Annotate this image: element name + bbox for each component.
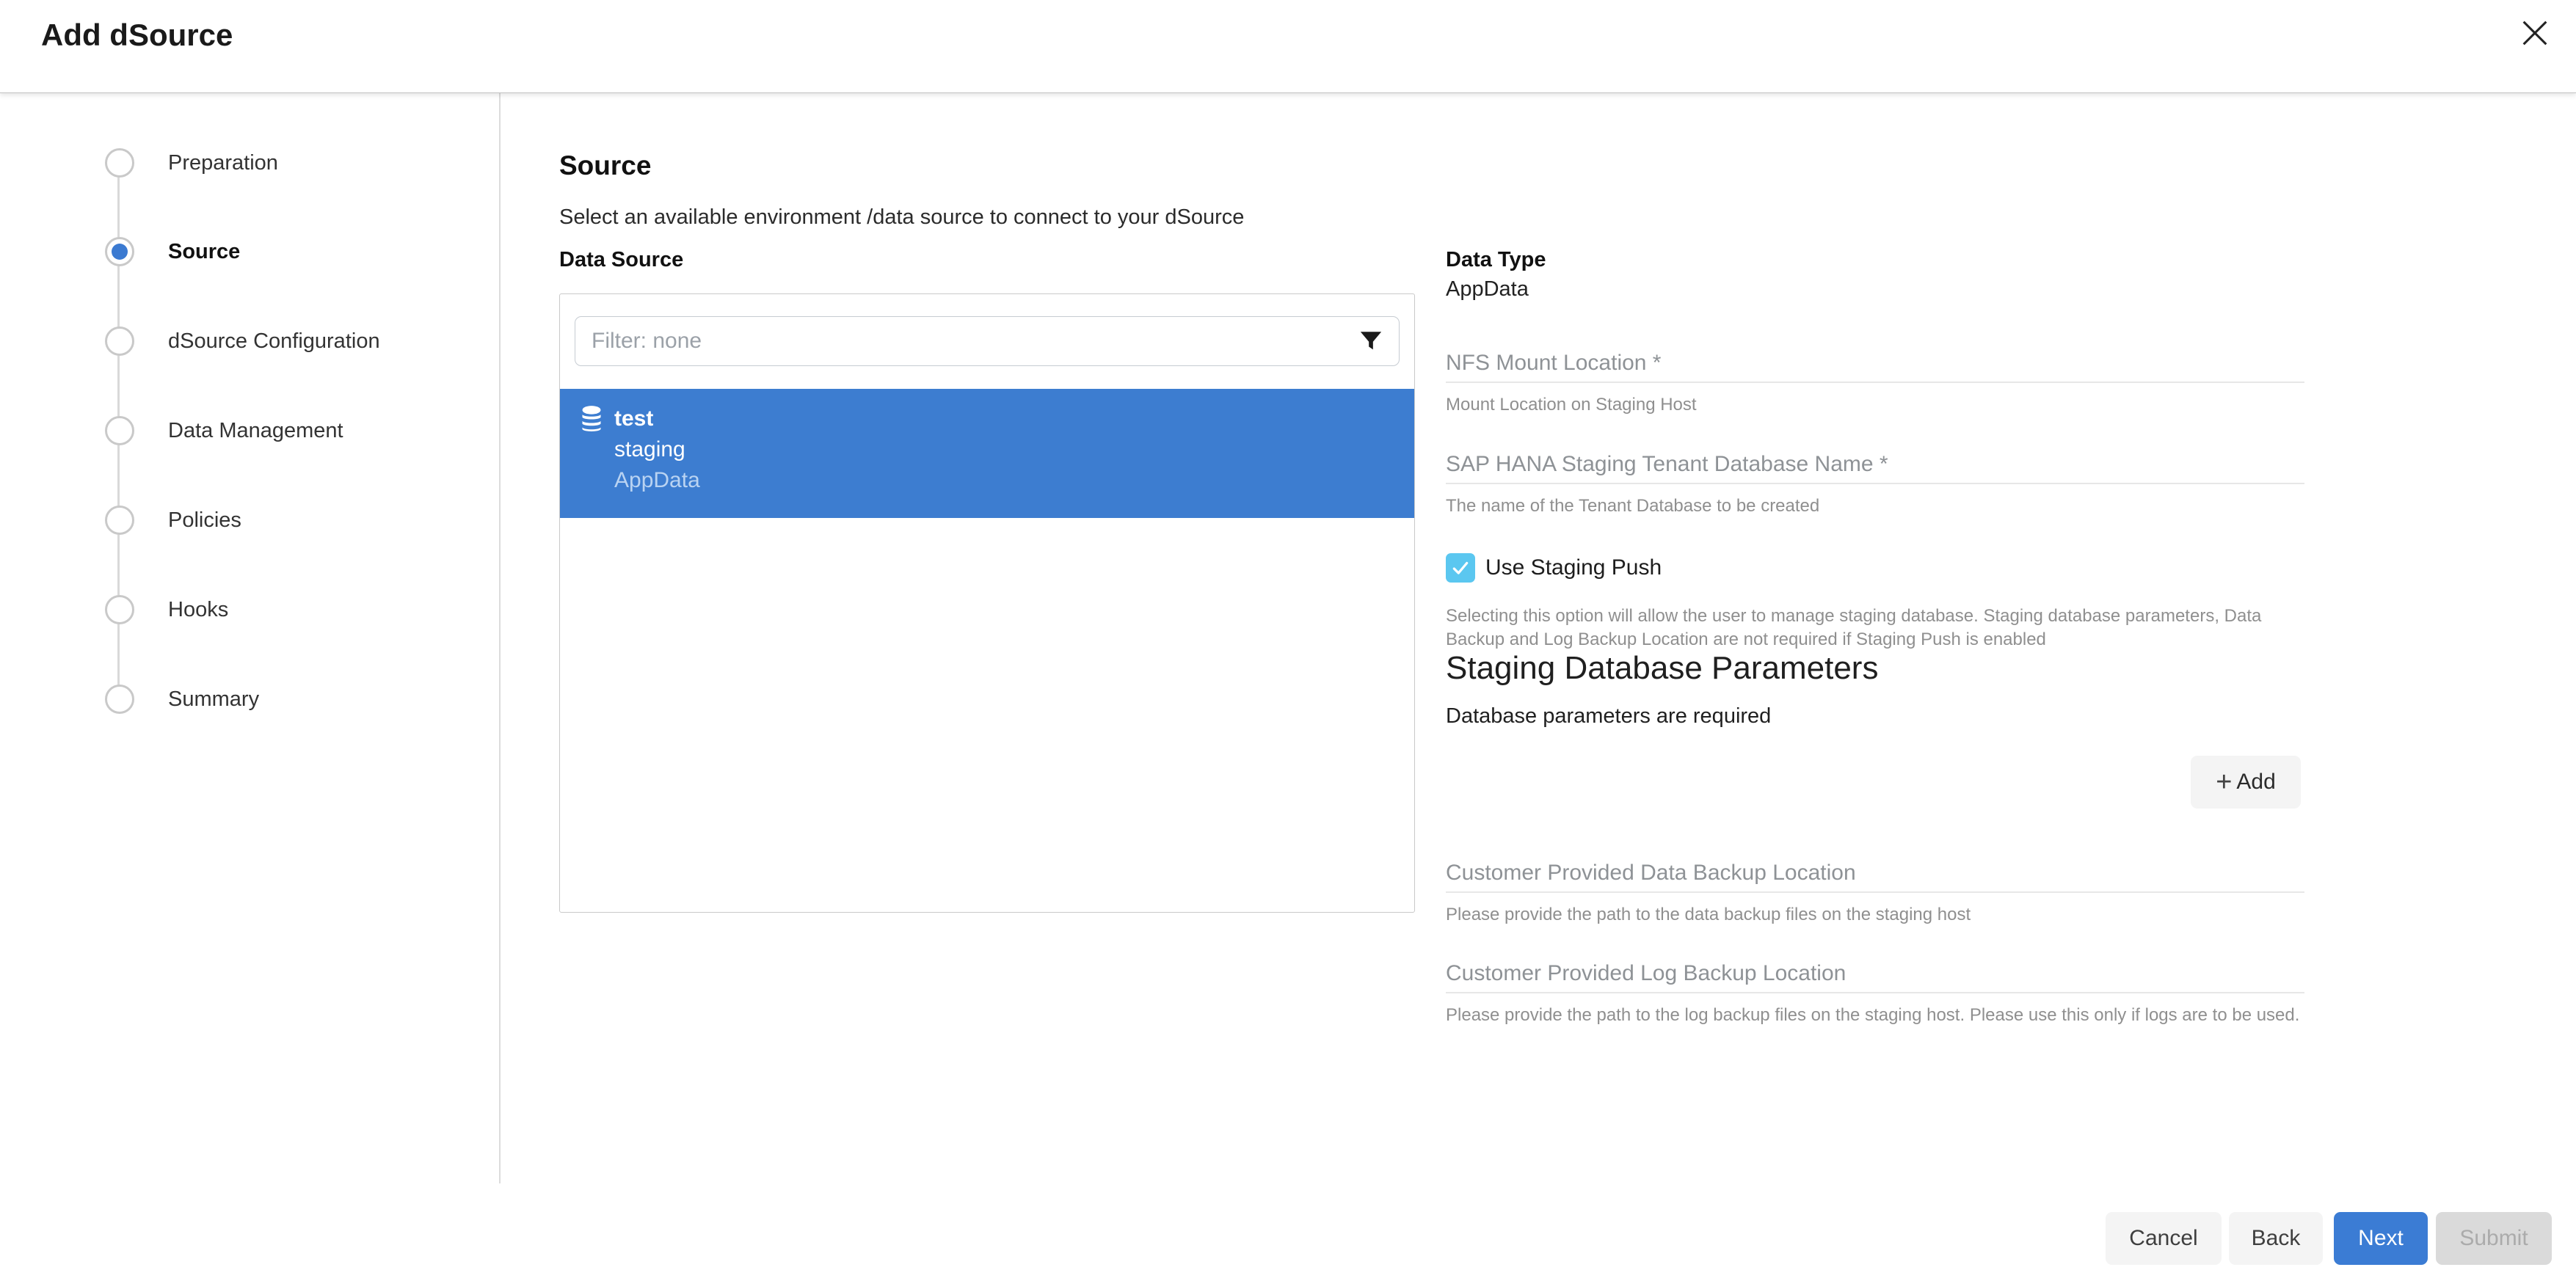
data-type-value: AppData bbox=[1446, 277, 1529, 301]
vertical-divider bbox=[499, 92, 501, 1183]
step-circle-icon bbox=[105, 506, 134, 535]
data-type-label: Data Type bbox=[1446, 248, 1546, 271]
sidebar-item-label: Summary bbox=[168, 687, 260, 711]
sidebar-item-source[interactable] bbox=[105, 227, 240, 277]
sidebar-item-preparation[interactable] bbox=[105, 138, 278, 188]
sidebar-item-label: Preparation bbox=[168, 150, 278, 175]
data-source-type: AppData bbox=[614, 468, 700, 492]
step-circle-icon bbox=[105, 595, 134, 624]
data-source-list bbox=[559, 293, 1415, 913]
sidebar-item-data-management[interactable] bbox=[105, 406, 343, 456]
sidebar-item-dsource-configuration[interactable] bbox=[105, 316, 380, 366]
step-circle-icon bbox=[105, 685, 134, 714]
data-source-item-selected[interactable] bbox=[560, 389, 1414, 518]
page-title: Add dSource bbox=[41, 18, 233, 52]
data-backup-location-field-group bbox=[1446, 855, 2304, 927]
sidebar-item-label: Policies bbox=[168, 508, 241, 532]
database-icon bbox=[581, 405, 603, 434]
section-heading: Source bbox=[559, 150, 652, 180]
filter-input[interactable] bbox=[575, 316, 1400, 366]
sidebar-item-label: Source bbox=[168, 239, 241, 263]
sidebar-item-label: Data Management bbox=[168, 418, 343, 442]
add-parameter-button[interactable] bbox=[2191, 756, 2301, 809]
step-circle-icon bbox=[105, 416, 134, 445]
filter-field bbox=[575, 316, 1400, 366]
submit-button: Submit bbox=[2436, 1212, 2552, 1265]
add-button-label: Add bbox=[2236, 770, 2276, 794]
sidebar-item-policies[interactable] bbox=[105, 495, 241, 545]
data-source-label: Data Source bbox=[559, 248, 684, 271]
data-source-item-text bbox=[614, 404, 700, 496]
staging-db-params-heading: Staging Database Parameters bbox=[1446, 650, 1879, 686]
field-helper-text: Please provide the path to the data backup files on the staging host bbox=[1446, 905, 1971, 924]
section-subtitle: Select an available environment /data source to connect to your dSource bbox=[559, 205, 1245, 229]
nfs-mount-location-input[interactable] bbox=[1446, 345, 2304, 383]
field-helper-text: Please provide the path to the log backup files on the staging host. Please use this only if logs are to be used. bbox=[1446, 1005, 2300, 1025]
step-circle-icon bbox=[105, 148, 134, 178]
plus-icon: + bbox=[2216, 767, 2233, 798]
field-helper-text: The name of the Tenant Database to be created bbox=[1446, 496, 1820, 516]
log-backup-location-input[interactable] bbox=[1446, 955, 2304, 993]
sap-hana-tenant-db-name-input[interactable] bbox=[1446, 446, 2304, 484]
sidebar-item-label: dSource Configuration bbox=[168, 329, 380, 353]
log-backup-location-field-group bbox=[1446, 955, 2304, 1027]
sidebar-item-summary[interactable] bbox=[105, 674, 259, 724]
next-button[interactable]: Next bbox=[2334, 1212, 2428, 1265]
step-circle-active-icon bbox=[105, 237, 134, 266]
cancel-button[interactable]: Cancel bbox=[2106, 1212, 2222, 1265]
data-source-environment: staging bbox=[614, 437, 685, 461]
step-circle-icon bbox=[105, 326, 134, 356]
use-staging-push-label: Use Staging Push bbox=[1485, 555, 1662, 580]
close-button[interactable] bbox=[2508, 7, 2561, 60]
filter-funnel-icon[interactable] bbox=[1357, 327, 1385, 355]
nfs-mount-location-field-group bbox=[1446, 345, 2304, 417]
use-staging-push-checkbox-row[interactable] bbox=[1446, 552, 1662, 584]
field-helper-text: Mount Location on Staging Host bbox=[1446, 395, 1697, 415]
staging-db-params-subheading: Database parameters are required bbox=[1446, 704, 1772, 728]
sidebar-item-hooks[interactable] bbox=[105, 585, 228, 635]
checkbox-checked-icon[interactable] bbox=[1446, 553, 1475, 583]
data-source-name: test bbox=[614, 406, 654, 431]
data-backup-location-input[interactable] bbox=[1446, 855, 2304, 893]
staging-push-description: Selecting this option will allow the user to manage staging database. Staging database parameters, Data Backup and Log Backup Location are not required if Staging Push is enabled bbox=[1446, 606, 2262, 649]
back-button[interactable]: Back bbox=[2229, 1212, 2323, 1265]
dialog-header bbox=[0, 0, 2576, 93]
sap-hana-tenant-db-name-field-group bbox=[1446, 446, 2304, 518]
sidebar-item-label: Hooks bbox=[168, 597, 229, 621]
close-icon bbox=[2518, 16, 2552, 52]
